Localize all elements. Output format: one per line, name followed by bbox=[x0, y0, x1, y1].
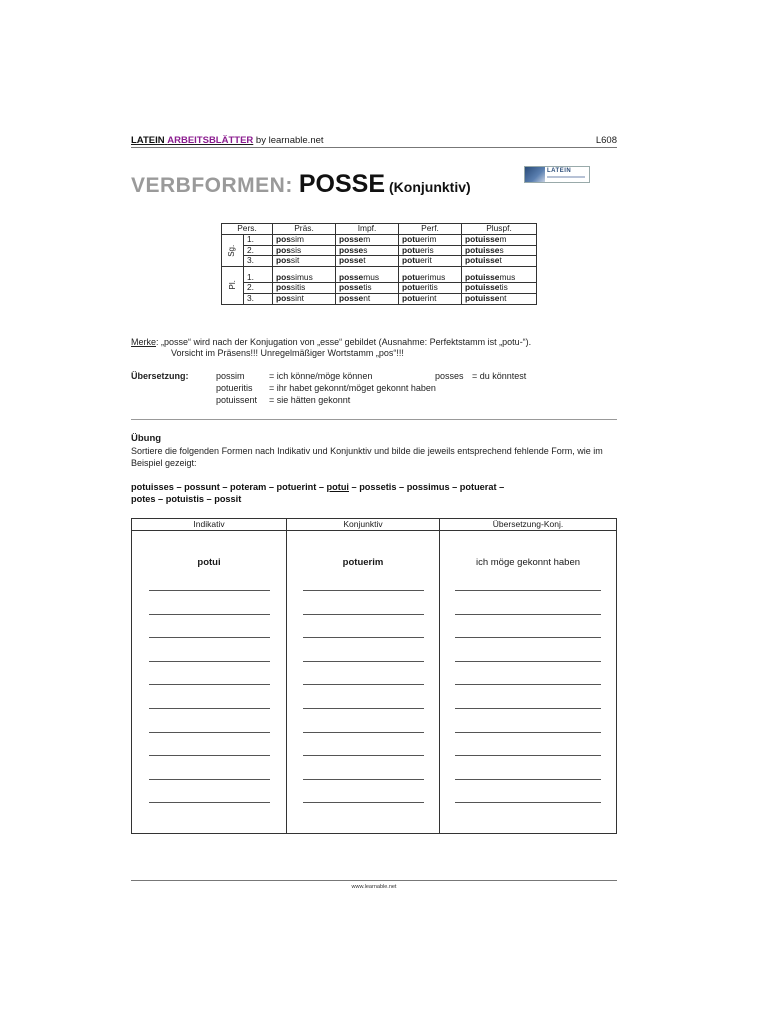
answer-line[interactable] bbox=[303, 590, 424, 591]
form-pres bbox=[273, 256, 336, 267]
header-pers: Pers. bbox=[222, 224, 273, 235]
form-ending: sint bbox=[290, 292, 304, 303]
form-stem: posse bbox=[339, 282, 364, 293]
person-number: 2. bbox=[244, 245, 273, 256]
form-stem: posse bbox=[339, 271, 364, 282]
form-impf bbox=[336, 266, 399, 283]
trans-meaning-1: = ich könne/möge können bbox=[269, 371, 373, 381]
form-stem: pos bbox=[276, 244, 291, 255]
trans-form-extra: posses bbox=[435, 371, 464, 381]
form-stem: potuisse bbox=[465, 292, 500, 303]
form-ending: m bbox=[363, 234, 371, 244]
page-title bbox=[131, 170, 471, 199]
form-impf bbox=[336, 256, 399, 267]
form-ending: s bbox=[499, 244, 504, 255]
form-perf bbox=[399, 283, 462, 294]
form-stem: potu bbox=[402, 282, 421, 293]
answer-line[interactable] bbox=[303, 708, 424, 709]
form-ending: erint bbox=[420, 292, 437, 303]
merke-note bbox=[131, 337, 531, 348]
header-pluspf: Pluspf. bbox=[462, 224, 537, 235]
form-ending: t bbox=[499, 255, 502, 266]
form-stem: posse bbox=[339, 292, 364, 303]
title-posse: POSSE bbox=[298, 170, 385, 198]
answer-line[interactable] bbox=[303, 732, 424, 733]
forms-line1-b: – possetis – possimus – potuerat – bbox=[348, 482, 505, 492]
person-number: 2. bbox=[244, 283, 273, 294]
answer-line[interactable] bbox=[303, 779, 424, 780]
uebersetzung-label: Übersetzung: bbox=[131, 371, 189, 381]
conjugation-row bbox=[222, 245, 537, 256]
brand-by: by learnable.net bbox=[255, 135, 324, 146]
form-pres bbox=[273, 266, 336, 283]
uebung-title: Übung bbox=[131, 433, 162, 444]
answer-line[interactable] bbox=[455, 802, 601, 803]
sheet-code: L608 bbox=[595, 135, 617, 146]
section-rule bbox=[131, 419, 617, 420]
title-verbformen: VERBFORMEN: bbox=[131, 174, 293, 197]
form-pres bbox=[273, 245, 336, 256]
form-ending: eris bbox=[420, 244, 434, 255]
number-label-text: Sg. bbox=[227, 244, 237, 257]
form-perf bbox=[399, 293, 462, 304]
person-number: 3. bbox=[244, 293, 273, 304]
label-singular bbox=[222, 235, 244, 267]
answer-line[interactable] bbox=[149, 802, 270, 803]
uebung-forms bbox=[131, 481, 617, 505]
form-stem: posse bbox=[339, 244, 364, 255]
brand bbox=[131, 135, 253, 146]
answer-line[interactable] bbox=[455, 732, 601, 733]
form-ending: sim bbox=[290, 234, 304, 244]
form-ending: eritis bbox=[420, 282, 438, 293]
answer-line[interactable] bbox=[455, 661, 601, 662]
answer-line[interactable] bbox=[149, 661, 270, 662]
answer-line[interactable] bbox=[149, 779, 270, 780]
form-perf bbox=[399, 245, 462, 256]
label-plural bbox=[222, 266, 244, 304]
header-perf: Perf. bbox=[399, 224, 462, 235]
page-header bbox=[131, 134, 617, 148]
form-stem: posse bbox=[339, 255, 364, 266]
form-ending: mus bbox=[363, 271, 380, 282]
answer-line[interactable] bbox=[149, 755, 270, 756]
form-plup bbox=[462, 256, 537, 267]
trans-meaning-extra: = du könntest bbox=[472, 371, 527, 381]
form-pres bbox=[273, 235, 336, 246]
form-perf bbox=[399, 256, 462, 267]
latein-logo bbox=[524, 166, 590, 183]
form-stem: potu bbox=[402, 244, 421, 255]
form-plup bbox=[462, 283, 537, 294]
conjugation-row bbox=[222, 266, 537, 283]
form-ending: s bbox=[363, 244, 368, 255]
form-stem: potuisse bbox=[465, 271, 500, 282]
footer-rule bbox=[131, 880, 617, 881]
col-header-indikativ: Indikativ bbox=[132, 519, 286, 531]
answer-line[interactable] bbox=[303, 684, 424, 685]
form-plup bbox=[462, 293, 537, 304]
conjugation-row bbox=[222, 293, 537, 304]
form-ending: t bbox=[363, 255, 366, 266]
answer-line[interactable] bbox=[455, 708, 601, 709]
forms-example-potui: potui bbox=[326, 482, 349, 492]
form-stem: potuisse bbox=[465, 282, 500, 293]
answer-line[interactable] bbox=[455, 614, 601, 615]
form-perf bbox=[399, 266, 462, 283]
col-header-uebersetzung: Übersetzung-Konj. bbox=[440, 519, 616, 531]
form-stem: pos bbox=[276, 255, 291, 266]
trans-form-3: potuissent bbox=[216, 395, 258, 405]
form-ending: sit bbox=[290, 255, 300, 266]
form-perf bbox=[399, 235, 462, 246]
form-stem: potuisse bbox=[465, 244, 500, 255]
header-rule bbox=[131, 147, 617, 148]
uebung-instructions: Sortiere die folgenden Formen nach Indikativ und Konjunktiv und bilde die jeweils entsprechend fehlende Form, wie im Beispiel gezeigt: bbox=[131, 446, 603, 468]
merke-line2: Vorsicht im Präsens!!! Unregelmäßiger Wortstamm „pos“!!! bbox=[171, 348, 404, 358]
form-stem: potuisse bbox=[465, 234, 500, 244]
form-impf bbox=[336, 293, 399, 304]
form-ending: nt bbox=[363, 292, 371, 303]
form-ending: erit bbox=[420, 255, 432, 266]
form-pres bbox=[273, 293, 336, 304]
answer-line[interactable] bbox=[303, 661, 424, 662]
conjugation-row bbox=[222, 283, 537, 294]
conjugation-row bbox=[222, 235, 537, 246]
form-impf bbox=[336, 235, 399, 246]
form-plup bbox=[462, 245, 537, 256]
answer-line[interactable] bbox=[303, 637, 424, 638]
form-plup bbox=[462, 266, 537, 283]
logo-text: LATEIN bbox=[547, 168, 572, 174]
form-ending: sitis bbox=[290, 282, 306, 293]
form-stem: potu bbox=[402, 271, 421, 282]
form-ending: erimus bbox=[420, 271, 446, 282]
form-stem: pos bbox=[276, 234, 291, 244]
merke-line1: : „posse“ wird nach der Konjugation von „esse“ gebildet (Ausnahme: Perfektstamm ist „potu-“). bbox=[156, 337, 532, 347]
trans-meaning-2: = ihr habet gekonnt/möget gekonnt haben bbox=[269, 383, 436, 393]
example-indikativ: potui bbox=[197, 557, 221, 568]
header-impf: Impf. bbox=[336, 224, 399, 235]
footer-url: www.learnable.net bbox=[351, 884, 397, 890]
answer-line[interactable] bbox=[149, 732, 270, 733]
answer-line[interactable] bbox=[149, 708, 270, 709]
brand-arbeitsblaetter: ARBEITSBLÄTTER bbox=[167, 135, 254, 146]
form-stem: potu bbox=[402, 292, 421, 303]
answer-line[interactable] bbox=[455, 684, 601, 685]
merke-label: Merke bbox=[131, 337, 157, 347]
title-konjunktiv: (Konjunktiv) bbox=[389, 179, 471, 195]
forms-line1-a: potuisses – possunt – poteram – potuerint – bbox=[131, 482, 327, 492]
forms-line2: potes – potuistis – possit bbox=[131, 494, 242, 504]
form-ending: simus bbox=[290, 271, 313, 282]
trans-form-2: potueritis bbox=[216, 383, 253, 393]
header-praes: Präs. bbox=[273, 224, 336, 235]
form-stem: potuisse bbox=[465, 255, 500, 266]
form-impf bbox=[336, 283, 399, 294]
form-ending: mus bbox=[499, 271, 516, 282]
answer-line[interactable] bbox=[455, 755, 601, 756]
brand-latein: LATEIN bbox=[131, 135, 165, 146]
answer-line[interactable] bbox=[149, 684, 270, 685]
logo-subline bbox=[547, 176, 585, 178]
form-ending: nt bbox=[499, 292, 507, 303]
form-ending: m bbox=[499, 234, 507, 244]
answer-line[interactable] bbox=[149, 637, 270, 638]
answer-line[interactable] bbox=[455, 590, 601, 591]
form-impf bbox=[336, 245, 399, 256]
form-stem: potu bbox=[402, 255, 421, 266]
form-ending: sis bbox=[290, 244, 302, 255]
form-stem: pos bbox=[276, 271, 291, 282]
conjugation-row bbox=[222, 256, 537, 267]
person-number: 1. bbox=[244, 266, 273, 283]
form-ending: tis bbox=[363, 282, 372, 293]
form-pres bbox=[273, 283, 336, 294]
number-label-text: Pl. bbox=[227, 280, 237, 290]
exercise-table bbox=[131, 518, 617, 834]
trans-meaning-3: = sie hätten gekonnt bbox=[269, 395, 351, 405]
form-ending: tis bbox=[499, 282, 508, 293]
logo-image bbox=[525, 167, 545, 182]
answer-line[interactable] bbox=[303, 755, 424, 756]
answer-line[interactable] bbox=[149, 614, 270, 615]
answer-line[interactable] bbox=[303, 802, 424, 803]
col-header-konjunktiv: Konjunktiv bbox=[286, 519, 440, 531]
form-stem: potu bbox=[402, 234, 421, 244]
form-stem: pos bbox=[276, 292, 291, 303]
form-stem: posse bbox=[339, 234, 364, 244]
form-stem: pos bbox=[276, 282, 291, 293]
answer-line[interactable] bbox=[455, 637, 601, 638]
example-uebersetzung: ich möge gekonnt haben bbox=[475, 557, 581, 568]
answer-line[interactable] bbox=[303, 614, 424, 615]
person-number: 3. bbox=[244, 256, 273, 267]
conjugation-header-row bbox=[222, 224, 537, 235]
trans-form-1: possim bbox=[216, 371, 245, 381]
person-number: 1. bbox=[244, 235, 273, 246]
form-plup bbox=[462, 235, 537, 246]
example-konjunktiv: potuerim bbox=[342, 557, 384, 568]
conjugation-table bbox=[221, 223, 537, 305]
form-ending: erim bbox=[420, 234, 437, 244]
answer-line[interactable] bbox=[149, 590, 270, 591]
answer-line[interactable] bbox=[455, 779, 601, 780]
